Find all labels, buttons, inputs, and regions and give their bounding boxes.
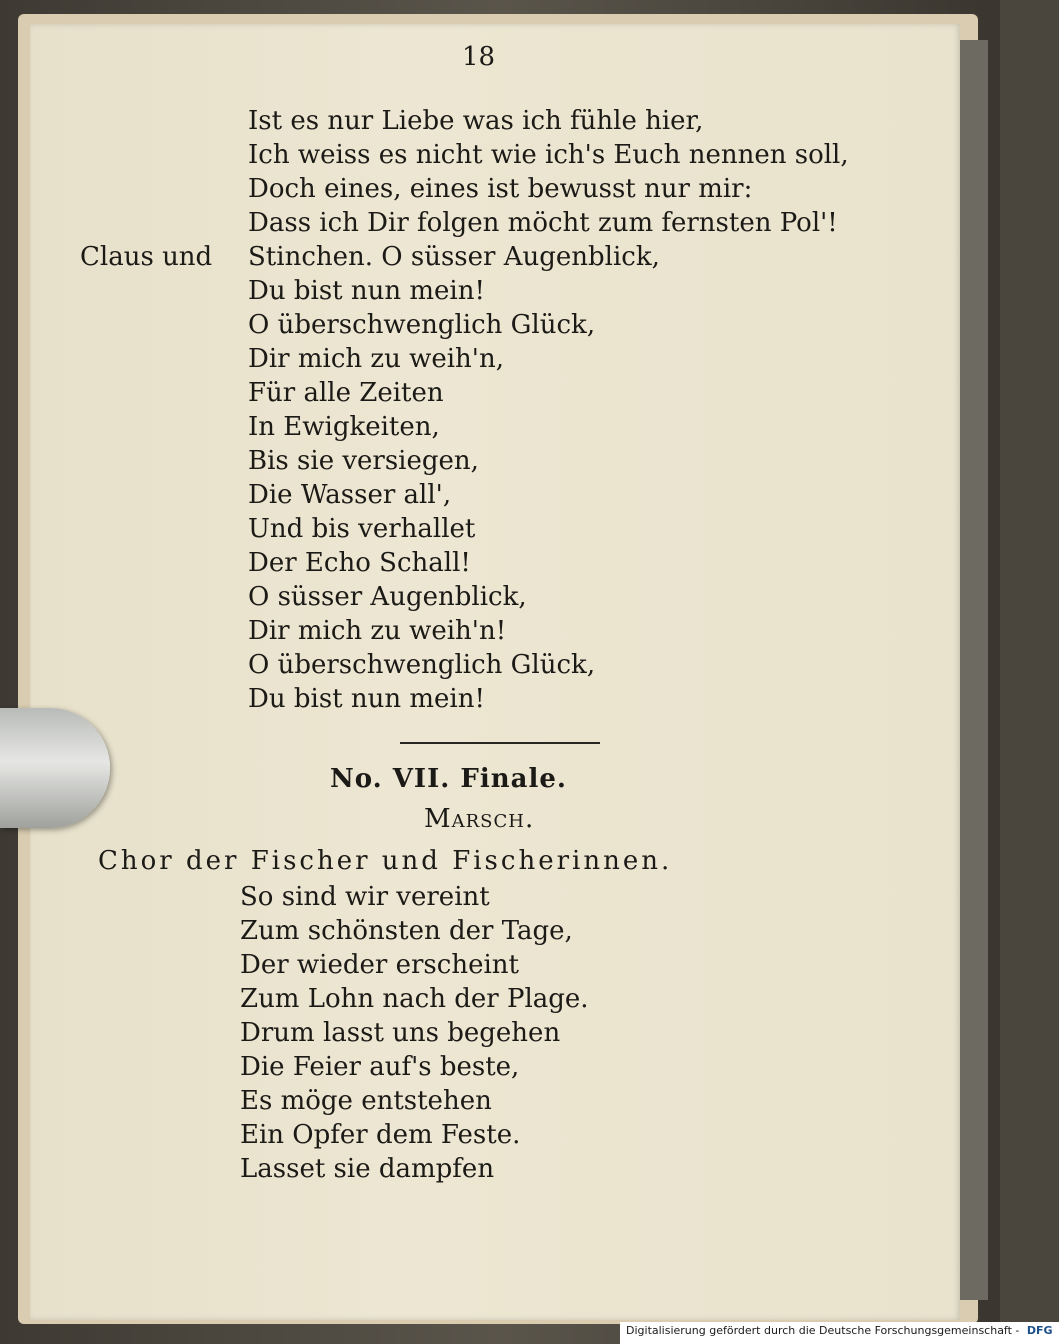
verse-line: Und bis verhallet <box>248 514 476 544</box>
verse-line: Der wieder erscheint <box>240 950 519 980</box>
verse-line: Es möge entstehen <box>240 1086 492 1116</box>
verse-line: O überschwenglich Glück, <box>248 310 596 340</box>
verse-line: Du bist nun mein! <box>248 276 485 306</box>
verse-line: Ich weiss es nicht wie ich's Euch nennen soll, <box>248 140 849 170</box>
dfg-logo-icon: DFG <box>1026 1324 1053 1337</box>
verse-line: Die Wasser all', <box>248 480 452 510</box>
section-subtitle: Marsch. <box>424 804 535 834</box>
next-page-edge <box>960 40 988 1300</box>
verse-line: Dir mich zu weih'n! <box>248 616 507 646</box>
verse-line: Dir mich zu weih'n, <box>248 344 504 374</box>
verse-line: Die Feier auf's beste, <box>240 1052 520 1082</box>
section-title: No. VII. Finale. <box>330 764 567 794</box>
verse-line: Zum schönsten der Tage, <box>240 916 573 946</box>
page-number: 18 <box>462 42 496 72</box>
verse-line: Drum lasst uns begehen <box>240 1018 561 1048</box>
speaker-label: Claus und <box>80 242 213 272</box>
footer-text: Digitalisierung gefördert durch die Deutsche Forschungsgemeinschaft - <box>626 1324 1020 1337</box>
verse-line: So sind wir vereint <box>240 882 490 912</box>
section-divider <box>400 742 600 744</box>
verse-line: Für alle Zeiten <box>248 378 444 408</box>
verse-line: Ein Opfer dem Feste. <box>240 1120 521 1150</box>
verse-line: Bis sie versiegen, <box>248 446 479 476</box>
verse-line: Zum Lohn nach der Plage. <box>240 984 589 1014</box>
verse-line: O überschwenglich Glück, <box>248 650 596 680</box>
verse-line: Dass ich Dir folgen möcht zum fernsten Pol'! <box>248 208 838 238</box>
footer-credit <box>620 1322 1059 1344</box>
verse-line: In Ewigkeiten, <box>248 412 440 442</box>
verse-line: O süsser Augenblick, <box>248 582 527 612</box>
verse-line: Lasset sie dampfen <box>240 1154 495 1184</box>
verse-line: Ist es nur Liebe was ich fühle hier, <box>248 106 704 136</box>
verse-line: Du bist nun mein! <box>248 684 485 714</box>
verse-line: Der Echo Schall! <box>248 548 471 578</box>
verse-line: Doch eines, eines ist bewusst nur mir: <box>248 174 753 204</box>
chorus-label: Chor der Fischer und Fischerinnen. <box>98 846 673 876</box>
show-through-text <box>700 110 960 1180</box>
speaker-line: Stinchen. O süsser Augenblick, <box>248 242 660 272</box>
